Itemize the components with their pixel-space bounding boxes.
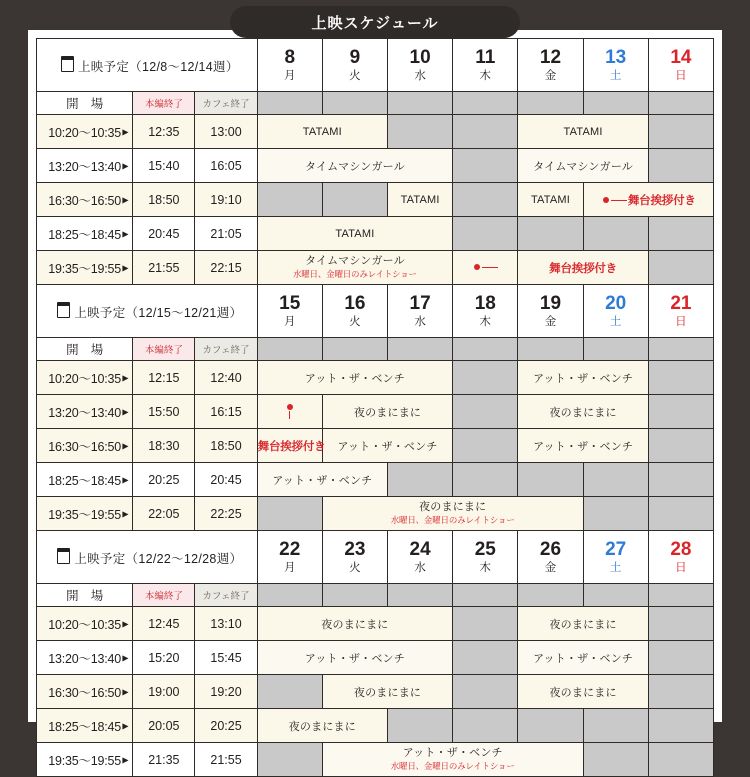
spacer-cell [388, 92, 453, 115]
open-time: 18:25〜18:45 ▶ [37, 709, 133, 743]
showtime-row [37, 395, 714, 429]
empty-cell [583, 217, 648, 251]
subheader-row [37, 338, 714, 361]
leader-line-icon [611, 200, 627, 202]
arrow-icon: ▶ [122, 195, 129, 204]
spacer-cell [583, 584, 648, 607]
empty-cell [648, 217, 713, 251]
film-cell: 夜のまにまに [322, 395, 452, 429]
day-header-23: 23 火 [322, 531, 387, 584]
spacer-cell [453, 584, 518, 607]
greeting-label: 舞台挨拶付き [257, 440, 326, 453]
open-time: 10:20〜10:35 ▶ [37, 361, 133, 395]
empty-cell [648, 395, 713, 429]
showtime-row [37, 115, 714, 149]
empty-cell [388, 463, 453, 497]
schedule-table [36, 38, 714, 777]
empty-cell [257, 675, 322, 709]
empty-cell [322, 183, 387, 217]
end-cafe-time: 15:45 [195, 641, 257, 675]
showtime-row [37, 183, 714, 217]
end-main-time: 20:05 [133, 709, 195, 743]
leader-line-icon [289, 411, 291, 419]
empty-cell [257, 183, 322, 217]
empty-cell [583, 709, 648, 743]
open-time: 19:35〜19:55 ▶ [37, 743, 133, 777]
empty-cell [453, 429, 518, 463]
empty-cell [583, 743, 648, 777]
film-cell: TATAMI [518, 115, 648, 149]
day-header-9: 9 火 [322, 39, 387, 92]
empty-cell [648, 709, 713, 743]
spacer-cell [518, 584, 583, 607]
day-header-28: 28 日 [648, 531, 713, 584]
calendar-icon [57, 302, 70, 318]
empty-cell [453, 641, 518, 675]
empty-cell [583, 497, 648, 531]
end-cafe-time: 20:45 [195, 463, 257, 497]
empty-cell [648, 361, 713, 395]
greeting-cell [518, 251, 648, 285]
empty-cell [388, 709, 453, 743]
end-main-time: 12:15 [133, 361, 195, 395]
dot-icon [287, 404, 293, 410]
empty-cell [648, 607, 713, 641]
spacer-cell [453, 92, 518, 115]
col-end-main-label: 本編終了 [133, 92, 195, 115]
spacer-cell [518, 92, 583, 115]
empty-cell [453, 183, 518, 217]
greeting-connector-cell [257, 395, 322, 429]
film-cell: 夜のまにまに [257, 607, 453, 641]
dot-icon [603, 197, 609, 203]
leader-line-icon [482, 267, 498, 269]
col-open-label: 開 場 [37, 92, 133, 115]
empty-cell [518, 709, 583, 743]
empty-cell [648, 675, 713, 709]
empty-cell [453, 709, 518, 743]
spacer-cell [453, 338, 518, 361]
end-main-time: 20:25 [133, 463, 195, 497]
arrow-icon: ▶ [122, 263, 129, 272]
end-cafe-time: 19:20 [195, 675, 257, 709]
spacer-cell [322, 338, 387, 361]
film-cell: タイムマシンガール [257, 149, 453, 183]
arrow-icon: ▶ [122, 619, 129, 628]
week-heading: 上映予定（12/8〜12/14週） [37, 39, 258, 92]
col-open-label: 開 場 [37, 584, 133, 607]
arrow-icon: ▶ [122, 687, 129, 696]
end-cafe-time: 20:25 [195, 709, 257, 743]
day-header-15: 15 月 [257, 285, 322, 338]
film-cell: タイムマシンガール 水曜日、金曜日のみレイトショー [257, 251, 453, 285]
calendar-icon [61, 56, 74, 72]
empty-cell [648, 497, 713, 531]
week-heading: 上映予定（12/15〜12/21週） [37, 285, 258, 338]
empty-cell [257, 743, 322, 777]
arrow-icon: ▶ [122, 127, 129, 136]
film-cell: タイムマシンガール [518, 149, 648, 183]
end-main-time: 20:45 [133, 217, 195, 251]
spacer-cell [518, 338, 583, 361]
col-end-main-label: 本編終了 [133, 338, 195, 361]
film-cell: アット・ザ・ベンチ [257, 361, 453, 395]
spacer-cell [583, 92, 648, 115]
arrow-icon: ▶ [122, 755, 129, 764]
day-header-18: 18 木 [453, 285, 518, 338]
open-time: 18:25〜18:45 ▶ [37, 217, 133, 251]
empty-cell [453, 149, 518, 183]
week-header-row [37, 39, 714, 92]
empty-cell [453, 607, 518, 641]
showtime-row [37, 607, 714, 641]
film-cell: アット・ザ・ベンチ [518, 641, 648, 675]
spacer-cell [388, 338, 453, 361]
spacer-cell [648, 92, 713, 115]
end-main-time: 15:40 [133, 149, 195, 183]
showtime-row [37, 251, 714, 285]
week-heading: 上映予定（12/22〜12/28週） [37, 531, 258, 584]
end-cafe-time: 21:05 [195, 217, 257, 251]
empty-cell [648, 429, 713, 463]
col-end-cafe-label: カフェ終了 [195, 584, 257, 607]
arrow-icon: ▶ [122, 373, 129, 382]
empty-cell [388, 115, 453, 149]
empty-cell [648, 149, 713, 183]
arrow-icon: ▶ [122, 407, 129, 416]
subheader-row [37, 584, 714, 607]
empty-cell [648, 463, 713, 497]
showtime-row [37, 743, 714, 777]
showtime-row [37, 361, 714, 395]
empty-cell [518, 463, 583, 497]
week-header-row [37, 531, 714, 584]
showtime-row [37, 463, 714, 497]
day-header-11: 11 木 [453, 39, 518, 92]
film-cell: アット・ザ・ベンチ [518, 361, 648, 395]
day-header-16: 16 火 [322, 285, 387, 338]
film-cell: TATAMI [518, 183, 583, 217]
greeting-connector [472, 262, 499, 274]
end-cafe-time: 16:05 [195, 149, 257, 183]
late-show-note: 水曜日、金曜日のみレイトショー [292, 269, 417, 280]
arrow-icon: ▶ [122, 721, 129, 730]
end-cafe-time: 13:00 [195, 115, 257, 149]
empty-cell [453, 675, 518, 709]
end-main-time: 19:00 [133, 675, 195, 709]
showtime-row [37, 149, 714, 183]
col-open-label: 開 場 [37, 338, 133, 361]
dot-icon [474, 264, 480, 270]
end-cafe-time: 21:55 [195, 743, 257, 777]
open-time: 13:20〜13:40 ▶ [37, 395, 133, 429]
showtime-row [37, 675, 714, 709]
end-main-time: 21:35 [133, 743, 195, 777]
day-header-27: 27 土 [583, 531, 648, 584]
film-cell: 夜のまにまに [322, 675, 452, 709]
end-main-time: 12:35 [133, 115, 195, 149]
spacer-cell [322, 584, 387, 607]
film-cell-continued [453, 251, 518, 285]
col-end-main-label: 本編終了 [133, 584, 195, 607]
end-cafe-time: 19:10 [195, 183, 257, 217]
open-time: 16:30〜16:50 ▶ [37, 675, 133, 709]
film-cell: TATAMI [257, 115, 387, 149]
end-cafe-time: 18:50 [195, 429, 257, 463]
arrow-icon: ▶ [122, 161, 129, 170]
showtime-row [37, 641, 714, 675]
day-header-10: 10 水 [388, 39, 453, 92]
showtime-row [37, 497, 714, 531]
greeting-cell [583, 183, 713, 217]
end-main-time: 15:20 [133, 641, 195, 675]
greeting-label: 舞台挨拶付き [601, 195, 696, 207]
col-end-cafe-label: カフェ終了 [195, 92, 257, 115]
spacer-cell [322, 92, 387, 115]
day-header-13: 13 土 [583, 39, 648, 92]
film-cell: 夜のまにまに 水曜日、金曜日のみレイトショー [322, 497, 583, 531]
day-header-17: 17 水 [388, 285, 453, 338]
empty-cell [453, 361, 518, 395]
week-header-row [37, 285, 714, 338]
spacer-cell [257, 338, 322, 361]
page-title: 上映スケジュール [230, 6, 520, 38]
open-time: 18:25〜18:45 ▶ [37, 463, 133, 497]
subheader-row [37, 92, 714, 115]
day-header-14: 14 日 [648, 39, 713, 92]
open-time: 19:35〜19:55 ▶ [37, 251, 133, 285]
open-time: 19:35〜19:55 ▶ [37, 497, 133, 531]
spacer-cell [648, 338, 713, 361]
day-header-24: 24 水 [388, 531, 453, 584]
end-main-time: 18:50 [133, 183, 195, 217]
greeting-cell [257, 429, 326, 463]
empty-cell [518, 217, 583, 251]
film-cell: TATAMI [388, 183, 453, 217]
day-header-20: 20 土 [583, 285, 648, 338]
day-header-25: 25 木 [453, 531, 518, 584]
end-main-time: 18:30 [133, 429, 195, 463]
showtime-row [37, 429, 714, 463]
empty-cell [648, 115, 713, 149]
end-main-time: 12:45 [133, 607, 195, 641]
spacer-cell [257, 92, 322, 115]
empty-cell [648, 641, 713, 675]
end-cafe-time: 22:15 [195, 251, 257, 285]
film-cell: 夜のまにまに [518, 607, 648, 641]
schedule-sheet [28, 30, 722, 772]
film-cell: アット・ザ・ベンチ [518, 429, 648, 463]
spacer-cell [388, 584, 453, 607]
film-cell: アット・ザ・ベンチ [257, 463, 387, 497]
film-cell: アット・ザ・ベンチ [322, 429, 452, 463]
arrow-icon: ▶ [122, 653, 129, 662]
late-show-note: 水曜日、金曜日のみレイトショー [390, 761, 515, 772]
showtime-row [37, 709, 714, 743]
film-cell: アット・ザ・ベンチ 水曜日、金曜日のみレイトショー [322, 743, 583, 777]
arrow-icon: ▶ [122, 475, 129, 484]
film-cell: 夜のまにまに [518, 675, 648, 709]
day-header-21: 21 日 [648, 285, 713, 338]
film-cell: 夜のまにまに [257, 709, 387, 743]
open-time: 10:20〜10:35 ▶ [37, 607, 133, 641]
day-header-19: 19 金 [518, 285, 583, 338]
greeting-label: 舞台挨拶付き [549, 262, 617, 275]
end-main-time: 15:50 [133, 395, 195, 429]
end-cafe-time: 13:10 [195, 607, 257, 641]
end-cafe-time: 12:40 [195, 361, 257, 395]
col-end-cafe-label: カフェ終了 [195, 338, 257, 361]
calendar-icon [57, 548, 70, 564]
empty-cell [648, 743, 713, 777]
spacer-cell [648, 584, 713, 607]
spacer-cell [257, 584, 322, 607]
day-header-26: 26 金 [518, 531, 583, 584]
day-header-22: 22 月 [257, 531, 322, 584]
open-time: 13:20〜13:40 ▶ [37, 641, 133, 675]
open-time: 10:20〜10:35 ▶ [37, 115, 133, 149]
empty-cell [453, 115, 518, 149]
end-cafe-time: 22:25 [195, 497, 257, 531]
late-show-note: 水曜日、金曜日のみレイトショー [390, 515, 515, 526]
film-cell: TATAMI [257, 217, 453, 251]
end-main-time: 21:55 [133, 251, 195, 285]
open-time: 16:30〜16:50 ▶ [37, 429, 133, 463]
empty-cell [453, 395, 518, 429]
day-header-8: 8 月 [257, 39, 322, 92]
film-cell: 夜のまにまに [518, 395, 648, 429]
arrow-icon: ▶ [122, 509, 129, 518]
empty-cell [453, 217, 518, 251]
arrow-icon: ▶ [122, 441, 129, 450]
day-header-12: 12 金 [518, 39, 583, 92]
arrow-icon: ▶ [122, 229, 129, 238]
end-main-time: 22:05 [133, 497, 195, 531]
showtime-row [37, 217, 714, 251]
empty-cell [257, 497, 322, 531]
empty-cell [453, 463, 518, 497]
empty-cell [583, 463, 648, 497]
open-time: 16:30〜16:50 ▶ [37, 183, 133, 217]
film-cell: アット・ザ・ベンチ [257, 641, 453, 675]
end-cafe-time: 16:15 [195, 395, 257, 429]
empty-cell [648, 251, 713, 285]
open-time: 13:20〜13:40 ▶ [37, 149, 133, 183]
spacer-cell [583, 338, 648, 361]
